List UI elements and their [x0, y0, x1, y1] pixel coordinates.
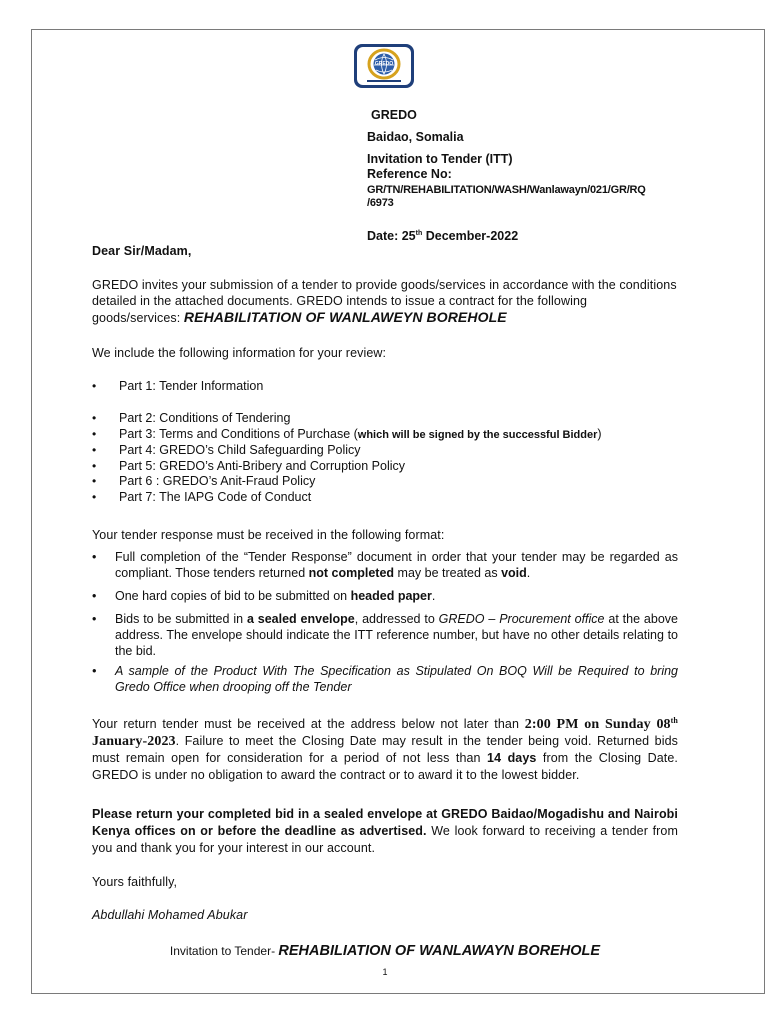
format-bullet-4	[92, 663, 678, 695]
b1-bold: not completed	[308, 566, 395, 580]
part-item: • Part 7: The IAPG Code of Conduct	[92, 490, 712, 506]
reference-number-line1: GR/TN/REHABILITATION/WASH/Wanlawayn/021/GR/RQ	[367, 184, 646, 196]
part3-text: Part 3: Terms and Conditions of Purchase (	[119, 426, 358, 441]
intro-paragraph	[92, 277, 678, 326]
b3-italic: GREDO – Procurement office	[438, 612, 605, 626]
return-rest: We look forward to receiving a tender from you and thank you for your interest in our account.	[92, 824, 678, 855]
deadline-sup: th	[670, 716, 678, 725]
bullet-dot: •	[92, 550, 97, 564]
part3-close: )	[597, 426, 602, 441]
b1-void: void	[501, 566, 527, 580]
bullet-dot: •	[92, 612, 97, 626]
b1-text2: may be treated as	[394, 566, 502, 580]
info-intro: We include the following information for your review:	[92, 346, 387, 360]
part-item: • Part 6 : GREDO’s Anit-Fraud Policy	[92, 474, 712, 490]
part-item: • Part 2: Conditions of Tendering	[92, 411, 712, 427]
format-bullet-2	[92, 588, 678, 604]
bullet-dot: •	[92, 664, 97, 678]
b2-end: .	[431, 589, 436, 603]
format-bullet-1	[92, 549, 678, 581]
gredo-logo	[353, 43, 415, 89]
deadline-paragraph	[92, 712, 678, 784]
intro-text: GREDO invites your submission of a tender to provide goods/services in accordance with the conditions detailed in the attached documents. GREDO intends to issue a contract for the following goods/services:	[92, 278, 677, 325]
footer-prefix: Invitation to Tender-	[169, 944, 279, 958]
b1-text: Full completion of the “Tender Response” document in order that your tender may be regarded as compliant. Those tenders returned	[115, 550, 678, 580]
date-sup: th	[415, 230, 423, 237]
b3-text2: , addressed to	[354, 612, 439, 626]
return-paragraph	[92, 806, 678, 857]
deadline-text-d: . Failure to meet the Closing Date may result in the tender being void. Returned bids must remain open for consideration for a period of not less than	[92, 734, 678, 766]
deadline-month: January-2023	[92, 734, 176, 750]
date-suffix: December-2022	[422, 229, 519, 244]
deadline-time: 2:00 PM on Sunday 08	[524, 717, 671, 733]
parts-list-2	[92, 411, 712, 505]
page-footer	[0, 943, 770, 959]
closing: Yours faithfully,	[92, 875, 178, 889]
date-prefix: Date: 25	[367, 229, 416, 244]
salutation: Dear Sir/Madam,	[92, 244, 192, 258]
part-item	[92, 427, 712, 444]
itt-title: Invitation to Tender (ITT)	[367, 152, 513, 166]
reference-number-line2: /6973	[367, 197, 394, 209]
part-item: • Part 1: Tender Information	[92, 379, 692, 395]
project-name: REHABILITATION OF WANLAWEYN BOREHOLE	[183, 309, 507, 325]
b1-end: .	[526, 566, 531, 580]
signatory: Abdullahi Mohamed Abukar	[92, 908, 248, 922]
deadline-text-f: from the Closing Date. GREDO is under no obligation to award the contract or to award it to the lowest bidder.	[92, 751, 678, 783]
logo-tagline-bar	[367, 80, 401, 82]
parts-list-1	[92, 379, 692, 395]
b3-bold: a sealed envelope	[246, 612, 355, 626]
b3-text: Bids to be submitted in	[115, 612, 247, 626]
deadline-text-a: Your return tender must be received at the address below not later than	[92, 717, 525, 732]
format-bullet-3	[92, 611, 678, 659]
footer-title: REHABILIATION OF WANLAWAYN BOREHOLE	[278, 943, 601, 959]
reference-label: Reference No:	[367, 167, 452, 181]
org-name: GREDO	[371, 108, 417, 122]
format-intro: Your tender response must be received in the following format:	[92, 528, 445, 542]
org-location: Baidao, Somalia	[367, 130, 464, 144]
b4-text: A sample of the Product With The Specification as Stipulated On BOQ Will be Required to bring Gredo Office when drooping off the Tender	[115, 664, 678, 694]
part3-note: which will be signed by the successful Bidder	[357, 428, 598, 441]
bullet-dot: •	[92, 589, 97, 603]
deadline-days: 14 days	[487, 751, 537, 766]
logo-text: GREDO	[374, 61, 394, 67]
letter-date	[367, 227, 518, 243]
part-item: • Part 5: GREDO’s Anti-Bribery and Corruption Policy	[92, 459, 712, 475]
page-number: 1	[382, 967, 388, 977]
b3-text3: at the above address. The envelope should indicate the ITT reference number, but have no other details relating to the bid.	[115, 612, 678, 658]
part-item: • Part 4: GREDO’s Child Safeguarding Policy	[92, 443, 712, 459]
b2-bold: headed paper	[350, 589, 432, 603]
b2-text: One hard copies of bid to be submitted on	[115, 589, 351, 603]
return-bold: Please return your completed bid in a sealed envelope at GREDO Baidao/Mogadishu and Nairobi Kenya offices on or before the deadline as advertised.	[92, 807, 678, 838]
